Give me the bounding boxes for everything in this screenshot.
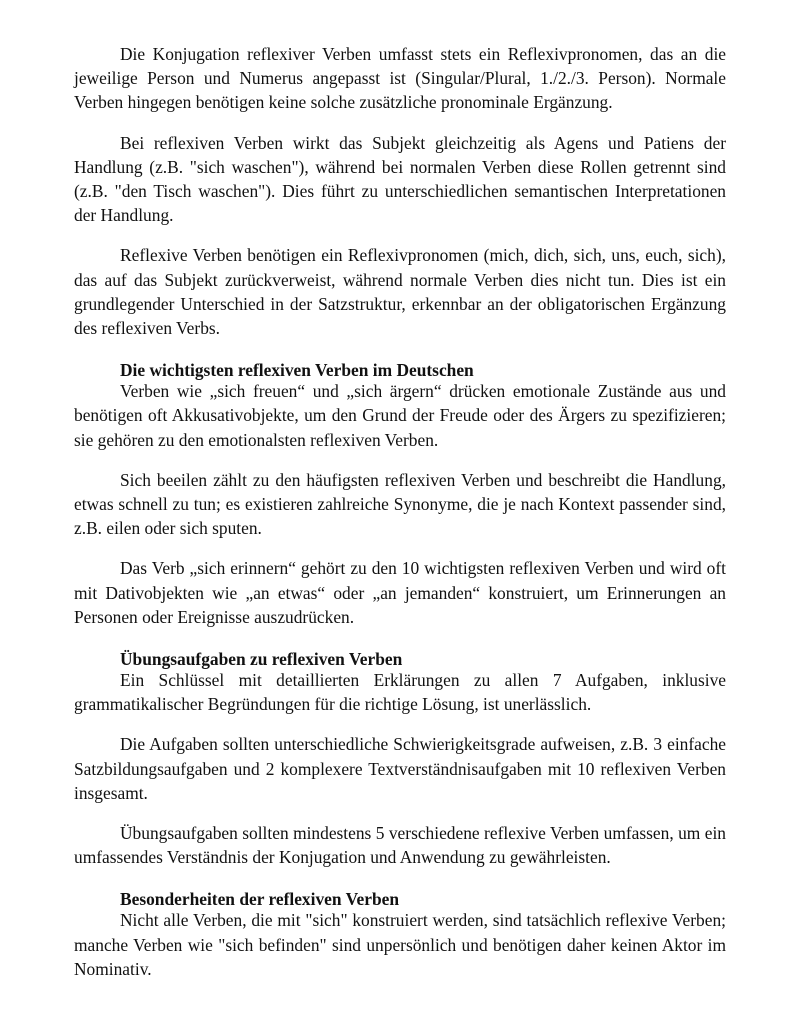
- paragraph: Verben wie „sich freuen“ und „sich ärgern“ drücken emotionale Zustände aus und benötigen oft Akkusativobjekte, um den Grund der Freude oder des Ärgers zu spezifizieren; sie gehören zu den emotionalsten reflexiven Verben.: [74, 381, 726, 450]
- paragraph: Die Konjugation reflexiver Verben umfasst stets ein Reflexivpronomen, das an die jeweilige Person und Numerus angepasst ist (Singular/Plural, 1./2./3. Person). Normale Verben hingegen benötigen keine solche zusätzliche pronominale Ergänzung.: [74, 44, 726, 113]
- paragraph: Nicht alle Verben, die mit "sich" konstruiert werden, sind tatsächlich reflexive Verben; manche Verben wie "sich befinden" sind unpersönlich und benötigen daher keinen Aktor im Nominativ.: [74, 910, 726, 979]
- section-intro: [74, 42, 726, 340]
- section-important-verbs: [74, 358, 726, 629]
- paragraph: Das Verb „sich erinnern“ gehört zu den 10 wichtigsten reflexiven Verben und wird oft mit Dativobjekten wie „an etwas“ oder „an jemanden“ konstruiert, um Erinnerungen an Personen oder Ereignisse auszudrücken.: [74, 558, 726, 627]
- paragraph: Übungsaufgaben sollten mindestens 5 verschiedene reflexive Verben umfassen, um ein umfassendes Verständnis der Konjugation und Anwendung zu gewährleisten.: [74, 823, 726, 868]
- paragraph: Sich beeilen zählt zu den häufigsten reflexiven Verben und beschreibt die Handlung, etwas schnell zu tun; es existieren zahlreiche Synonyme, die je nach Kontext passender sind, z.B. eilen oder sich sputen.: [74, 469, 726, 539]
- paragraph: Ein Schlüssel mit detaillierten Erklärungen zu allen 7 Aufgaben, inklusive grammatikalischer Begründungen für die richtige Lösung, ist unerlässlich.: [74, 670, 726, 715]
- section-special-features: [74, 887, 726, 981]
- section-heading: Übungsaufgaben zu reflexiven Verben: [120, 649, 403, 670]
- paragraph: Reflexive Verben benötigen ein Reflexivpronomen (mich, dich, sich, uns, euch, sich), das auf das Subjekt zurückverweist, während normale Verben dies nicht tun. Dies ist ein grundlegender Unterschied in der Satzstruktur, erkennbar an der obligatorischen Ergänzung des reflexiven Verbs.: [74, 245, 726, 339]
- paragraph: Die Aufgaben sollten unterschiedliche Schwierigkeitsgrade aufweisen, z.B. 3 einfache Satzbildungsaufgaben und 2 komplexere Textverständnisaufgaben mit 10 reflexiven Verben insgesamt.: [74, 734, 726, 803]
- section-heading: Besonderheiten der reflexiven Verben: [120, 889, 400, 910]
- paragraph: Bei reflexiven Verben wirkt das Subjekt gleichzeitig als Agens und Patiens der Handlung (z.B. "sich waschen"), während bei normalen Verben diese Rollen getrennt sind (z.B. "den Tisch waschen"). Dies führt zu unterschiedlichen semantischen Interpretationen der Handlung.: [74, 132, 726, 226]
- section-exercises: [74, 647, 726, 869]
- section-heading: Die wichtigsten reflexiven Verben im Deutschen: [120, 360, 474, 381]
- document-page: [74, 42, 726, 981]
